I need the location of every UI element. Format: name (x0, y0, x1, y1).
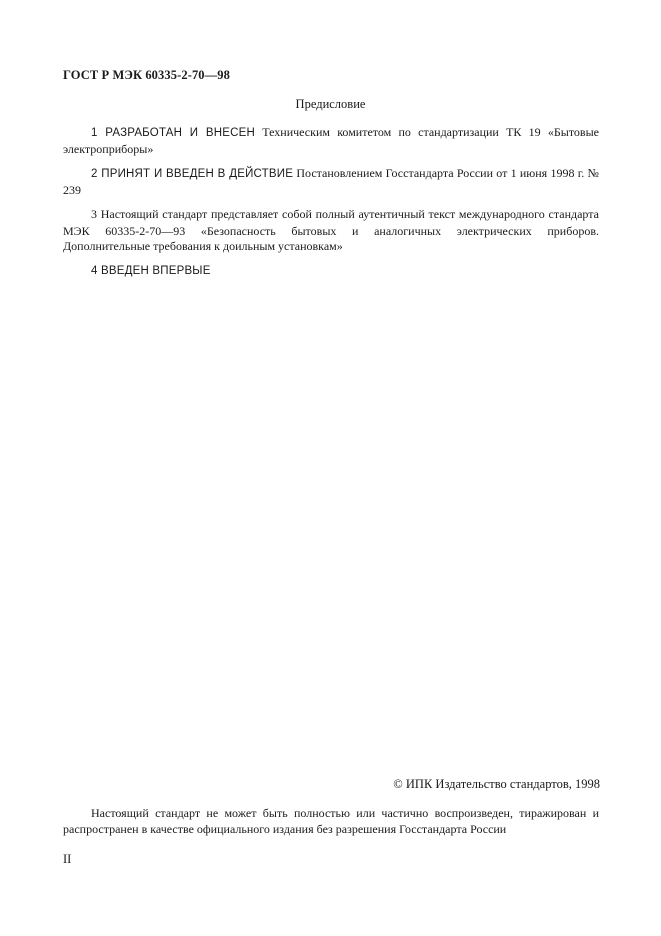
foreword-item-1-caps: 1 РАЗРАБОТАН И ВНЕСЕН (91, 127, 256, 139)
document-code: ГОСТ Р МЭК 60335-2-70—98 (63, 68, 230, 82)
foreword-item-4 (63, 263, 599, 280)
foreword-item-2-caps: 2 ПРИНЯТ И ВВЕДЕН В ДЕЙСТВИЕ (91, 168, 294, 180)
foreword-item-2 (63, 166, 599, 198)
foreword-item-1 (63, 125, 599, 157)
foreword-item-2-text: Постановлением Госстандарта России от 1 июня 1998 г. № 239 (63, 166, 599, 197)
reproduction-notice: Настоящий стандарт не может быть полностью или частично воспроизведен, тиражирован и распространен в качестве официального издания без разрешения Госстандарта России (63, 806, 599, 836)
page-number: II (63, 852, 72, 866)
foreword-item-4-caps: 4 ВВЕДЕН ВПЕРВЫЕ (91, 265, 211, 277)
foreword-item-3 (63, 207, 599, 255)
foreword-item-1-text: Техническим комитетом по стандартизации ТК 19 «Бытовые электроприборы» (63, 125, 599, 156)
foreword-title: Предисловие (295, 97, 366, 111)
foreword-item-3-text: 3 Настоящий стандарт представляет собой полный аутентичный текст международного стандарта МЭК 60335-2-70—93 «Безопасность бытовых и аналогичных электрических приборов. Дополнительные требования к доильным установкам» (63, 207, 599, 253)
copyright-line: © ИПК Издательство стандартов, 1998 (393, 777, 600, 791)
